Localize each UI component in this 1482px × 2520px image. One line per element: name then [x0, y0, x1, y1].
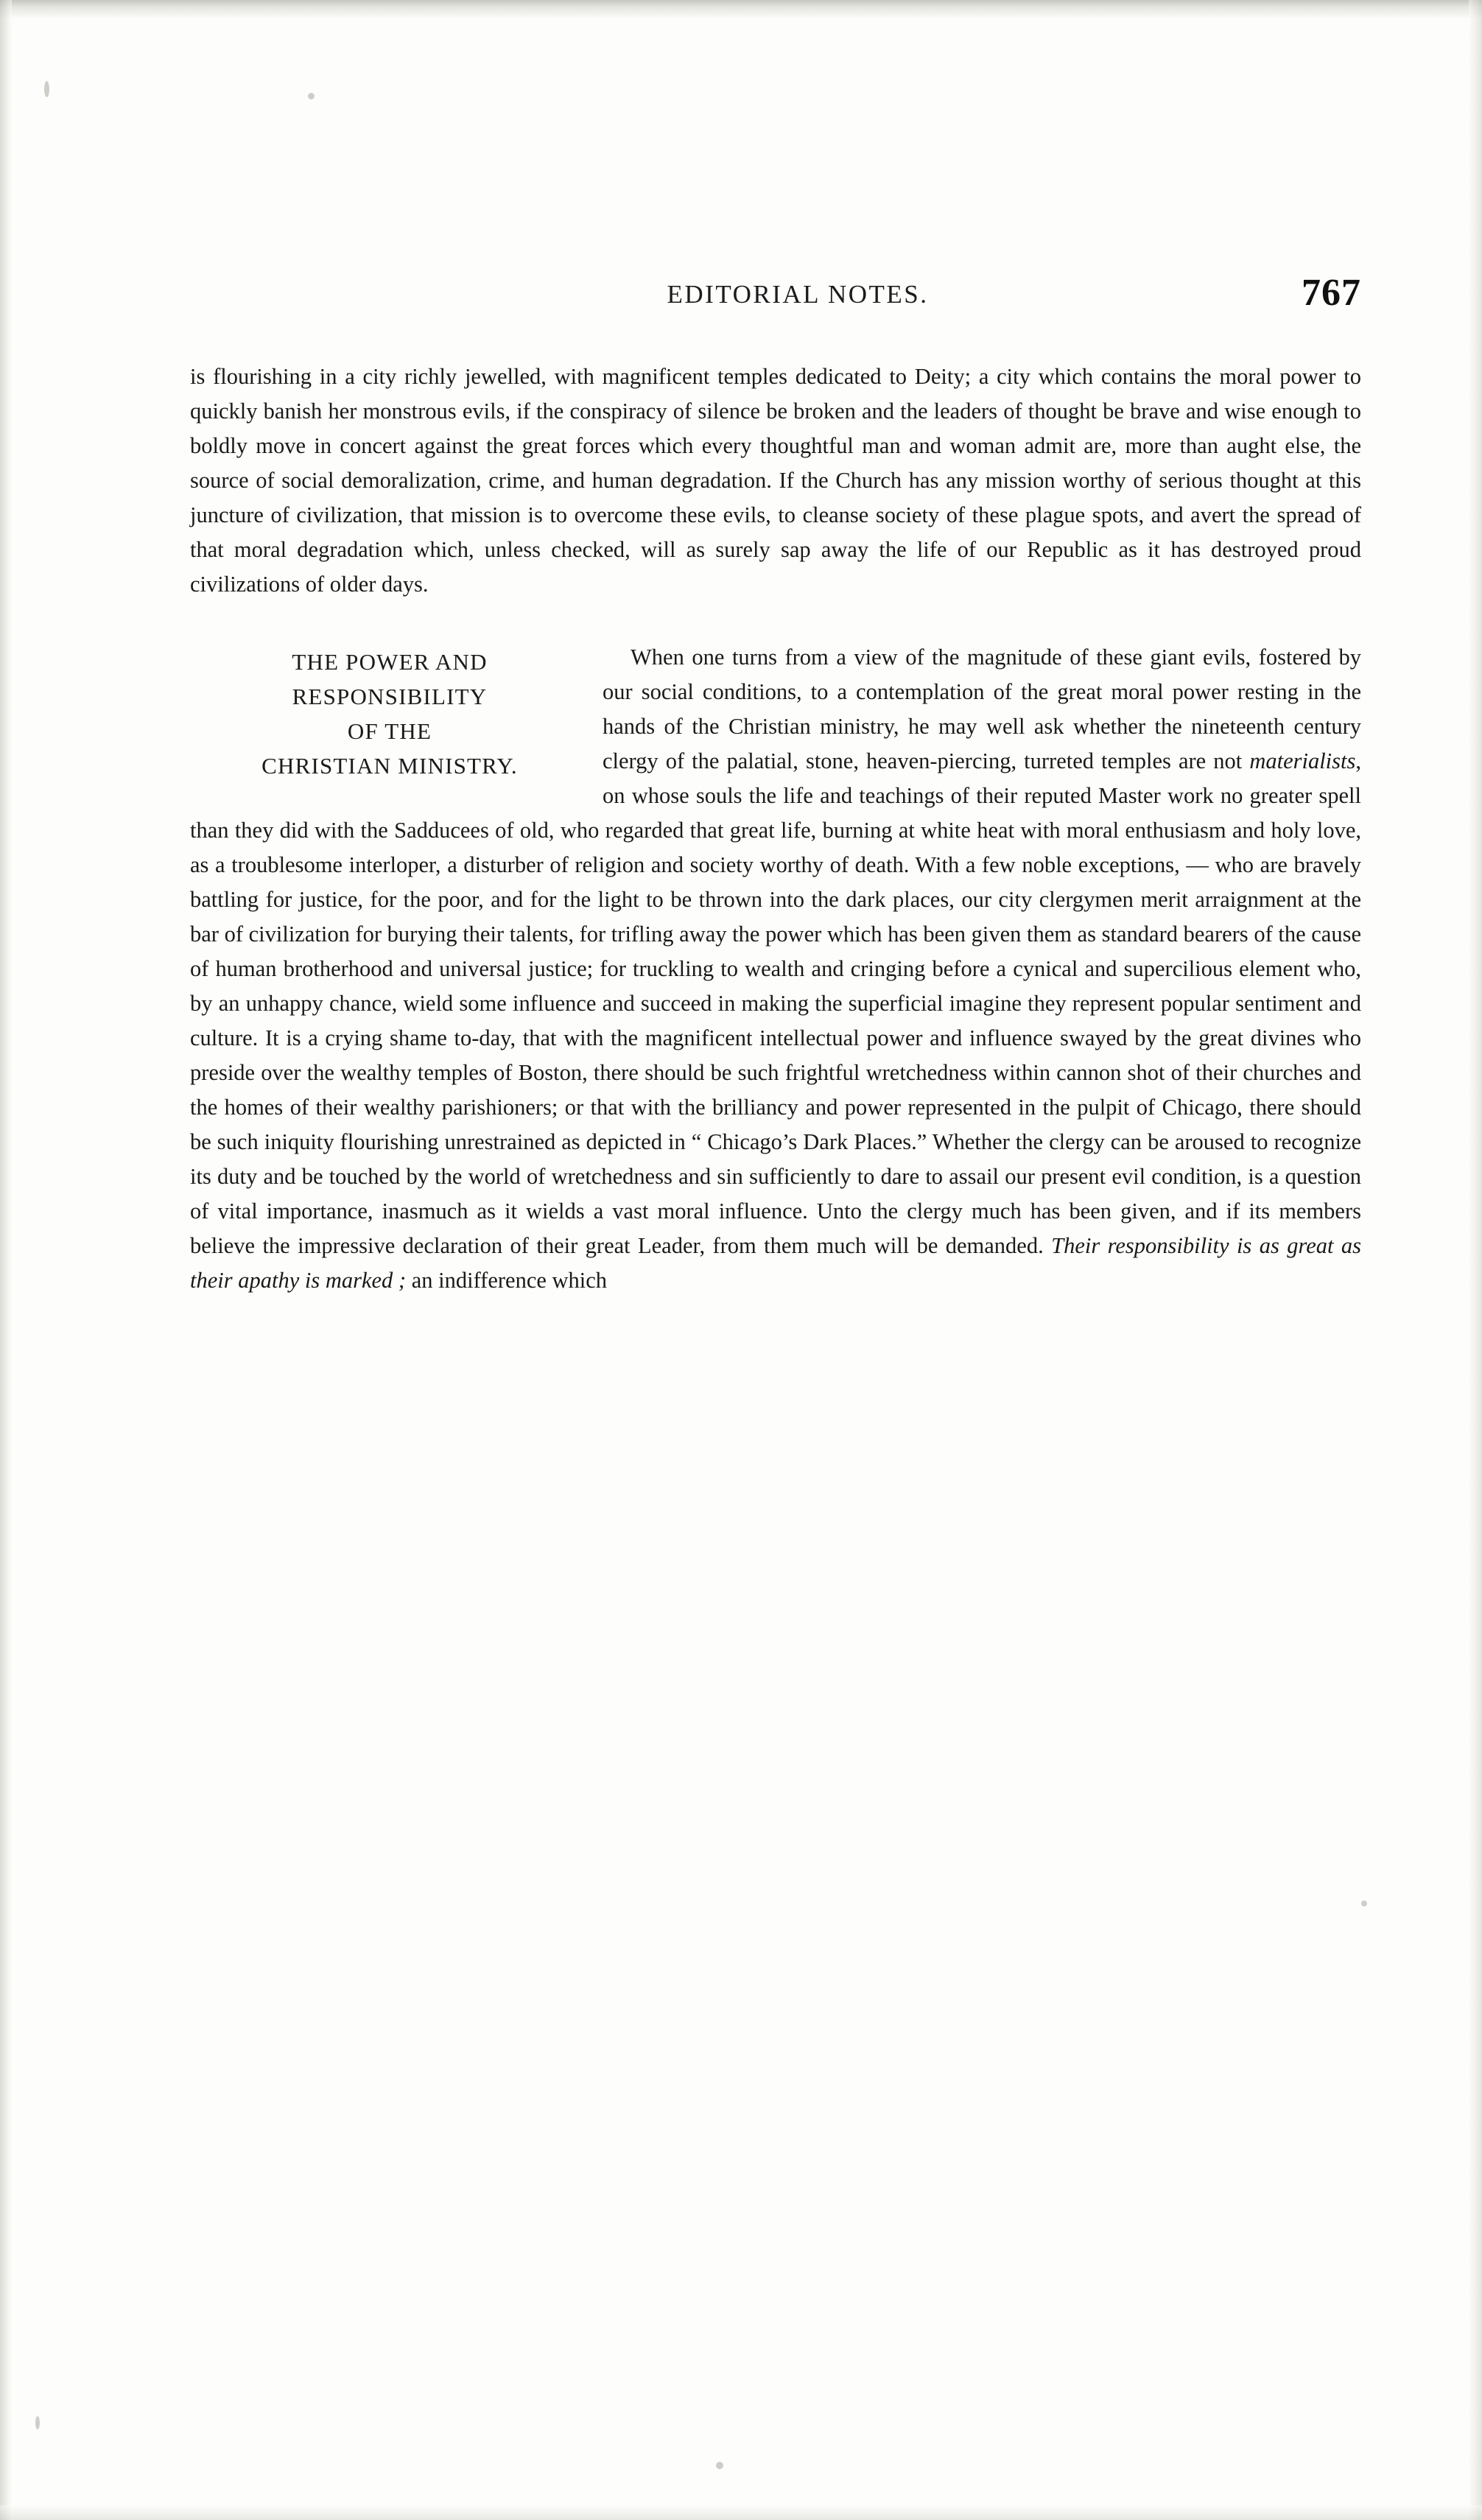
page-edge-left — [0, 0, 12, 2520]
page-edge-bottom — [0, 2505, 1482, 2520]
scan-speck — [44, 81, 49, 97]
emphasis-materialists: materialists — [1249, 748, 1356, 773]
section-with-sidehead — [190, 640, 1361, 1298]
side-heading-line-1: THE POWER AND — [292, 649, 488, 675]
page-edge-right — [1469, 0, 1482, 2520]
side-heading — [190, 640, 603, 783]
running-head — [190, 272, 1361, 331]
scan-speck — [35, 2416, 40, 2429]
paragraph-main-text-c: an indifference which — [406, 1268, 608, 1293]
side-heading-line-3: OF THE — [347, 718, 432, 744]
emphasis-responsibility-clause: Their responsibility is as great as their apathy is marked ; — [190, 1233, 1361, 1293]
page-number: 767 — [1302, 272, 1361, 314]
scan-speck — [1361, 1900, 1367, 1906]
page-edge-top — [0, 0, 1482, 19]
side-heading-line-2: RESPONSIBILITY — [292, 684, 488, 709]
scan-speck — [716, 2462, 723, 2469]
paragraph-main-text-b: , on whose souls the life and teachings of their reputed Master work no greater spell than they did with the Sadducees of old, who regarded that great life, burning at white heat with moral enthusiasm and holy love, as a troublesome interloper, a disturber of religion and society worthy of death. With a few noble exceptions, — who are bravely battling for justice, for the poor, and for the light to be thrown into the dark places, our city clergymen merit arraignment at the bar of civilization for burying their talents, for trifling away the power which has been given them as standard bearers of the cause of human brotherhood and universal justice; for truckling to wealth and cringing before a cynical and supercilious element who, by an unhappy chance, wield some influence and succeed in making the superficial imagine they represent popular sentiment and culture. It is a crying shame to-day, that with the magnificent intellectual power and influence swayed by the great divines who preside over the wealthy temples of Boston, there should be such frightful wretchedness within cannon shot of their churches and the homes of their wealthy parishioners; or that with the brilliancy and power represented in the pulpit of Chicago, there should be such iniquity flourishing unrestrained as depicted in “ Chicago’s Dark Places.” Whether the clergy can be aroused to recognize its duty and be touched by the world of wretchedness and sin sufficiently to dare to assail our present evil condition, is a question of vital importance, inasmuch as it wields a vast moral influence. Unto the clergy much has been given, and if its members believe the impressive declaration of their great Leader, from them much will be demanded. — [190, 748, 1361, 1258]
paragraph-main-text-a: When one turns from a view of the magnitude of these giant evils, fostered by our social conditions, to a contemplation of the great moral power resting in the hands of the Christian ministry, he may well ask whether the nineteenth century clergy of the palatial, stone, heaven-piercing, turreted temples are not — [603, 645, 1361, 773]
running-head-title: EDITORIAL NOTES. — [667, 280, 929, 309]
side-heading-line-4: CHRISTIAN MINISTRY. — [261, 753, 518, 779]
paragraph-continuation: is flourishing in a city richly jewelled, with magnificent temples dedicated to Deity; a city which contains the moral power to quickly banish her monstrous evils, if the conspiracy of silence be broken and the leaders of thought be brave and wise enough to boldly move in concert against the great forces which every thoughtful man and woman admit are, more than aught else, the source of social demoralization, crime, and human degradation. If the Church has any mission worthy of serious thought at this juncture of civilization, that mission is to overcome these evils, to cleanse society of these plague spots, and avert the spread of that moral degradation which, unless checked, will as surely sap away the life of our Republic as it has destroyed proud civilizations of older days. — [190, 364, 1361, 597]
page-content — [190, 272, 1361, 1298]
scan-speck — [308, 93, 315, 99]
